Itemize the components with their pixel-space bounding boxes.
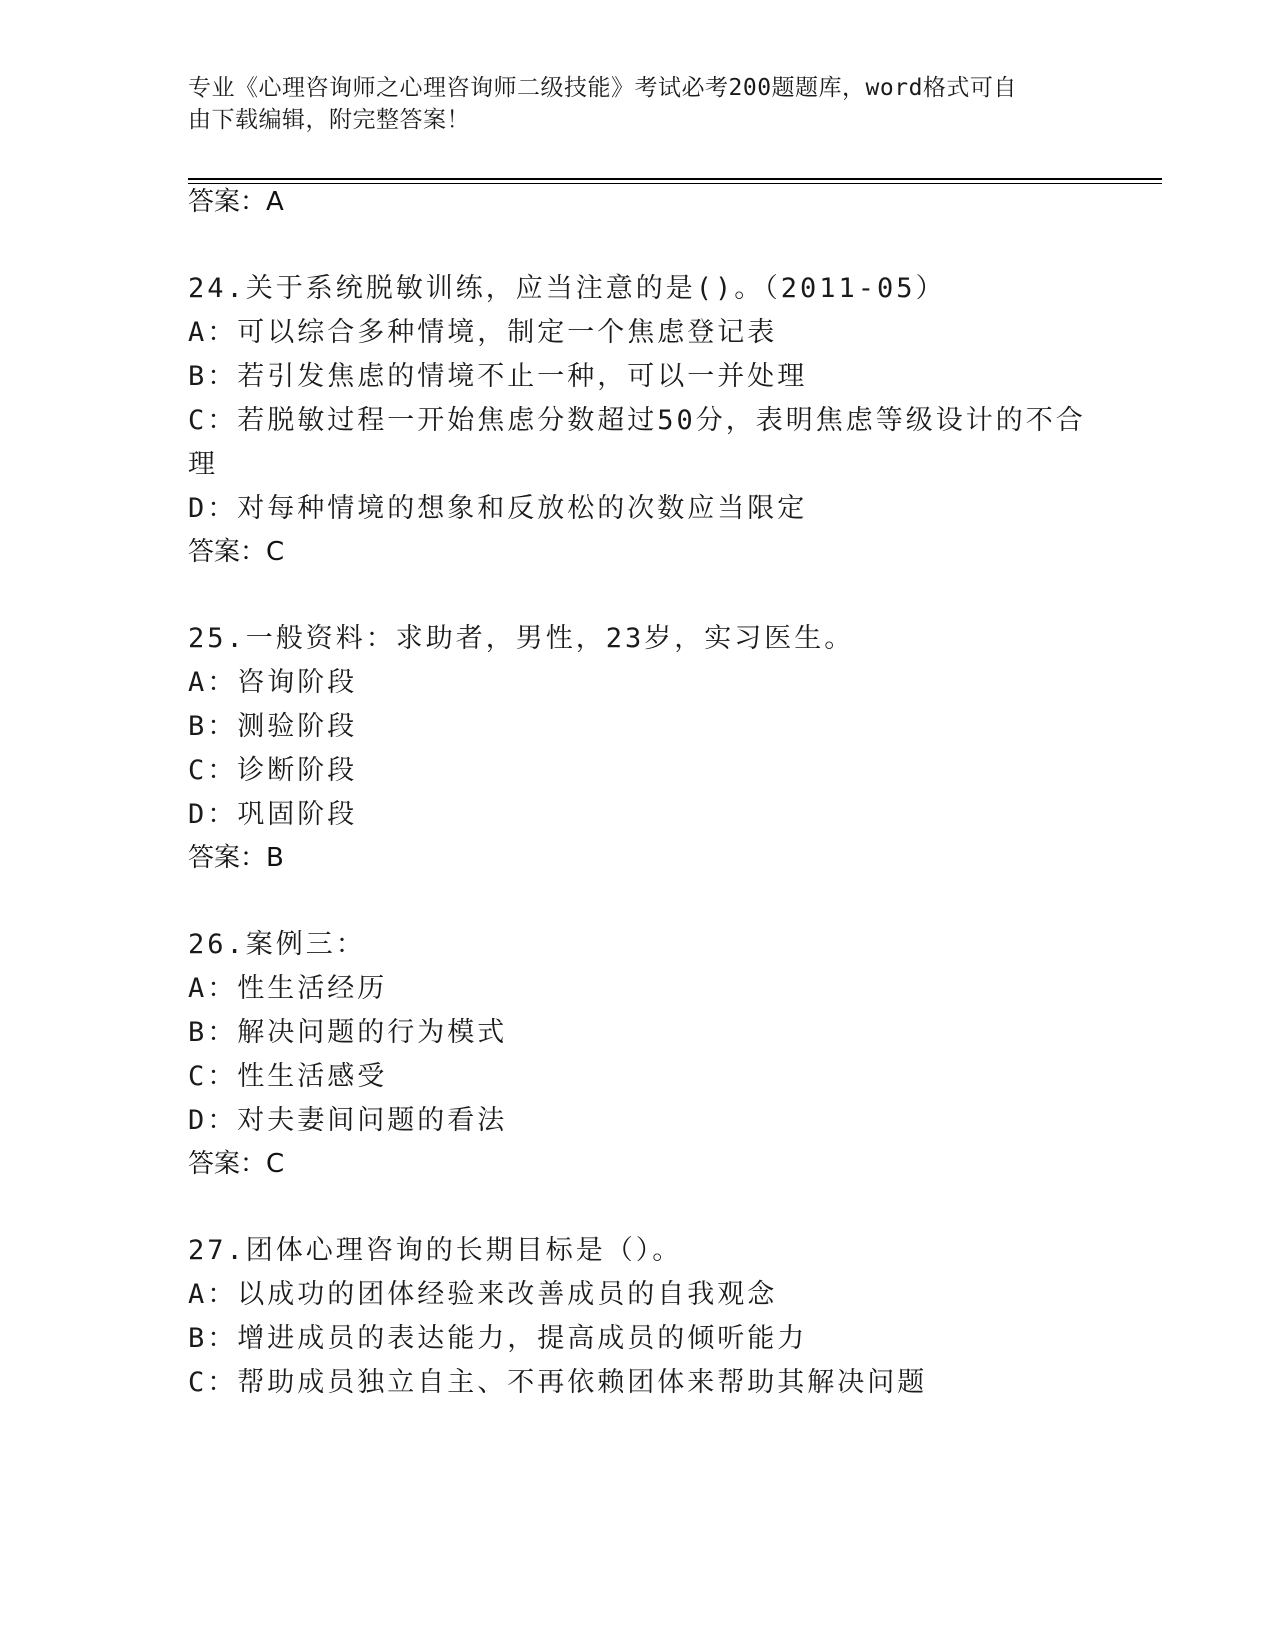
question-25-option-b: B：测验阶段 xyxy=(188,711,358,742)
header-divider-thick xyxy=(188,178,1162,180)
question-24-option-d: D：对每种情境的想象和反放松的次数应当限定 xyxy=(188,493,808,524)
header-divider-thin xyxy=(188,183,1162,184)
question-25-answer: 答案：B xyxy=(188,843,284,873)
question-27-option-a: A：以成功的团体经验来改善成员的自我观念 xyxy=(188,1279,778,1310)
header-line-1: 专业《心理咨询师之心理咨询师二级技能》考试必考200题题库，word格式可自 xyxy=(188,75,1017,101)
question-27-option-b: B：增进成员的表达能力，提高成员的倾听能力 xyxy=(188,1323,808,1354)
question-25-option-a: A：咨询阶段 xyxy=(188,667,358,698)
question-26-option-a: A：性生活经历 xyxy=(188,973,388,1004)
document-header xyxy=(188,72,1068,136)
question-26-stem: 26.案例三： xyxy=(188,929,366,960)
question-24-option-a: A：可以综合多种情境，制定一个焦虑登记表 xyxy=(188,317,778,348)
question-24-option-c: C：若脱敏过程一开始焦虑分数超过50分，表明焦虑等级设计的不合 xyxy=(188,405,1086,436)
question-24-option-c-continued: 理 xyxy=(188,449,218,480)
answer-previous: 答案：A xyxy=(188,187,284,217)
header-line-2: 由下载编辑，附完整答案！ xyxy=(188,107,470,133)
question-24-answer: 答案：C xyxy=(188,537,285,567)
question-25-option-d: D：巩固阶段 xyxy=(188,799,358,830)
question-24-stem: 24.关于系统脱敏训练，应当注意的是()。（2011-05） xyxy=(188,273,946,304)
question-24-option-b: B：若引发焦虑的情境不止一种，可以一并处理 xyxy=(188,361,808,392)
question-27-option-c: C：帮助成员独立自主、不再依赖团体来帮助其解决问题 xyxy=(188,1367,928,1398)
question-25-stem: 25.一般资料：求助者，男性，23岁，实习医生。 xyxy=(188,623,855,654)
question-26-option-b: B：解决问题的行为模式 xyxy=(188,1017,508,1048)
question-27-stem: 27.团体心理咨询的长期目标是（）。 xyxy=(188,1235,683,1266)
question-26-option-d: D：对夫妻间问题的看法 xyxy=(188,1105,508,1136)
question-26-answer: 答案：C xyxy=(188,1149,285,1179)
question-26-option-c: C：性生活感受 xyxy=(188,1061,388,1092)
question-25-option-c: C：诊断阶段 xyxy=(188,755,358,786)
